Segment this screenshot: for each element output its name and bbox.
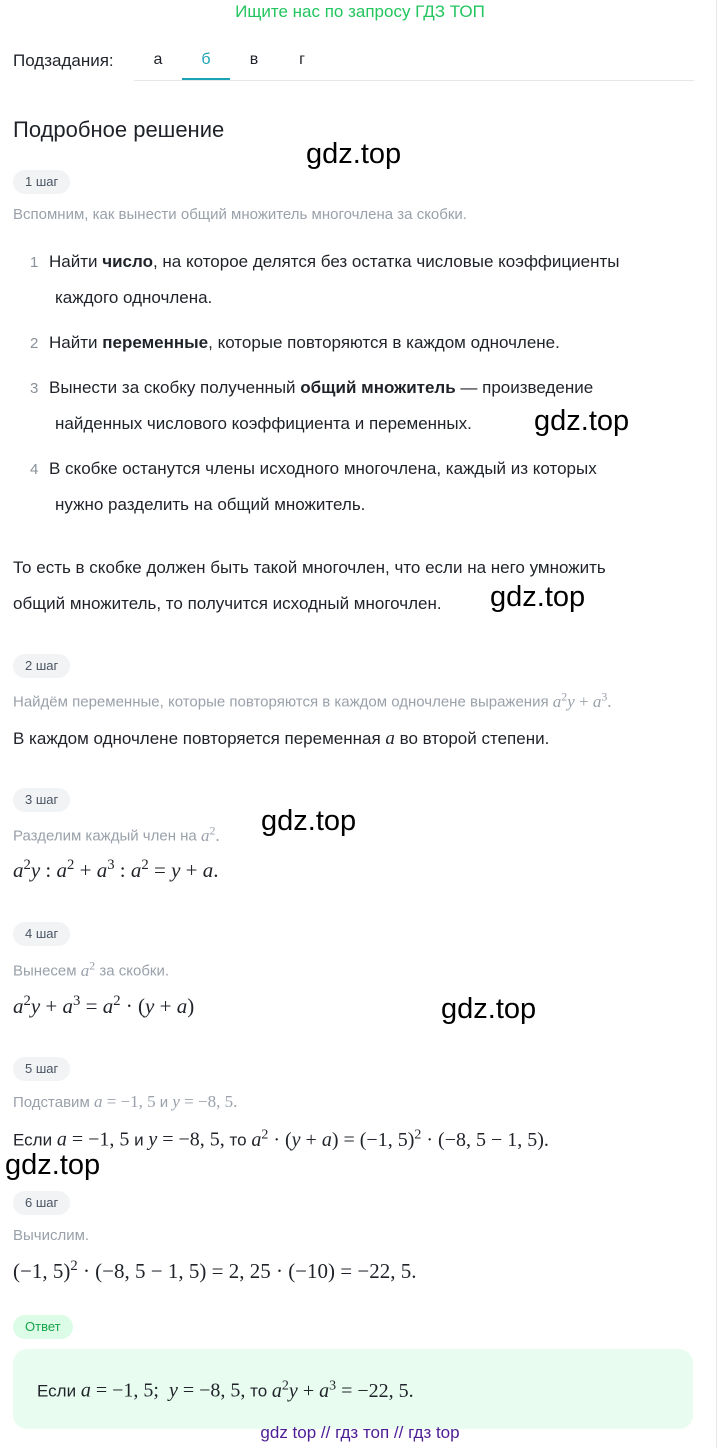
watermark: gdz.top [534,405,630,437]
step-badge: 5 шаг [13,1057,70,1081]
step-intro: Вычислим. [13,1227,90,1244]
formula: $a^2y + a^3 = a^2 \cdot (y + a)$ [13,993,195,1018]
list-item-continuation: найденных числового коэффициента и переменных. [55,414,472,433]
watermark: gdz.top [306,138,402,170]
step-summary: То есть в скобке должен быть такой многочлен, что если на него умножить [13,558,606,577]
step-intro: Вынесем $a^2$ за скобки. [13,958,170,980]
step-badge: 3 шаг [13,788,70,812]
step-intro: Подставим a = −1, 5 и y = −8, 5. [13,1092,238,1111]
tabs-divider [134,80,694,81]
search-banner: Ищите нас по запросу ГДЗ ТОП [235,2,485,21]
subtask-tabs [134,40,326,81]
tab-v[interactable]: в [249,51,259,68]
step-text: В каждом одночлене повторяется переменная a во второй степени. [13,728,550,749]
subtasks-label: Подзадания: [13,51,114,70]
step-badge: 6 шаг [13,1191,70,1215]
answer-text: Если a = −1, 5; y = −8, 5, то $a^2y + a^3 = -22$, 5. [37,1378,414,1402]
step-summary: общий множитель, то получится исходный многочлен. [13,594,442,613]
watermark: gdz.top [261,805,357,837]
step-badge: 1 шаг [13,170,70,194]
step-intro: Найдём переменные, которые повторяются в каждом одночлене выражения $a^2y + a^3$. [13,689,612,711]
formula: (−1, 5)$^2$ · (−8, 5 − 1, 5) = 2, 25 · (−10) = −22, 5. [13,1258,417,1283]
list-item-continuation: нужно разделить на общий множитель. [55,495,366,514]
step-badge: 4 шаг [13,922,70,946]
tab-g[interactable]: г [299,51,305,68]
list-item: Вынести за скобку полученный общий множитель — произведение [49,378,594,397]
list-item: Найти число, на которое делятся без остатка числовые коэффициенты [49,252,620,271]
footer-links: gdz top // гдз топ // гдз top [260,1423,460,1442]
watermark: gdz.top [5,1149,101,1181]
step-badge: 2 шаг [13,654,70,678]
list-item: Найти переменные, которые повторяются в каждом одночлене. [49,333,560,352]
watermark: gdz.top [490,581,586,613]
right-border [716,0,717,1448]
answer-badge: Ответ [13,1315,73,1339]
tab-a[interactable]: а [153,51,163,68]
formula: $a^2y$ : $a^2 + a^3$ : $a^2 = y + a$. [13,857,219,882]
list-item-number: 4 [30,461,39,478]
step-intro: Вспомним, как вынести общий множитель многочлена за скобки. [13,206,467,223]
list-item-number: 2 [30,335,39,352]
tab-b[interactable]: б [182,40,230,81]
step-intro: Разделим каждый член на $a^2$. [13,823,220,845]
list-item-continuation: каждого одночлена. [55,288,213,307]
watermark: gdz.top [441,993,537,1025]
step-text: Если a = −1, 5 и y = −8, 5, то $a^2 \cdot (y + a) = (-1$, 5)$^2$ · (−8, 5 − 1, 5). [13,1127,549,1151]
list-item-number: 3 [30,380,39,397]
list-item-number: 1 [30,254,39,271]
list-item: В скобке останутся члены исходного многочлена, каждый из которых [49,459,597,478]
solution-title: Подробное решение [13,117,225,142]
